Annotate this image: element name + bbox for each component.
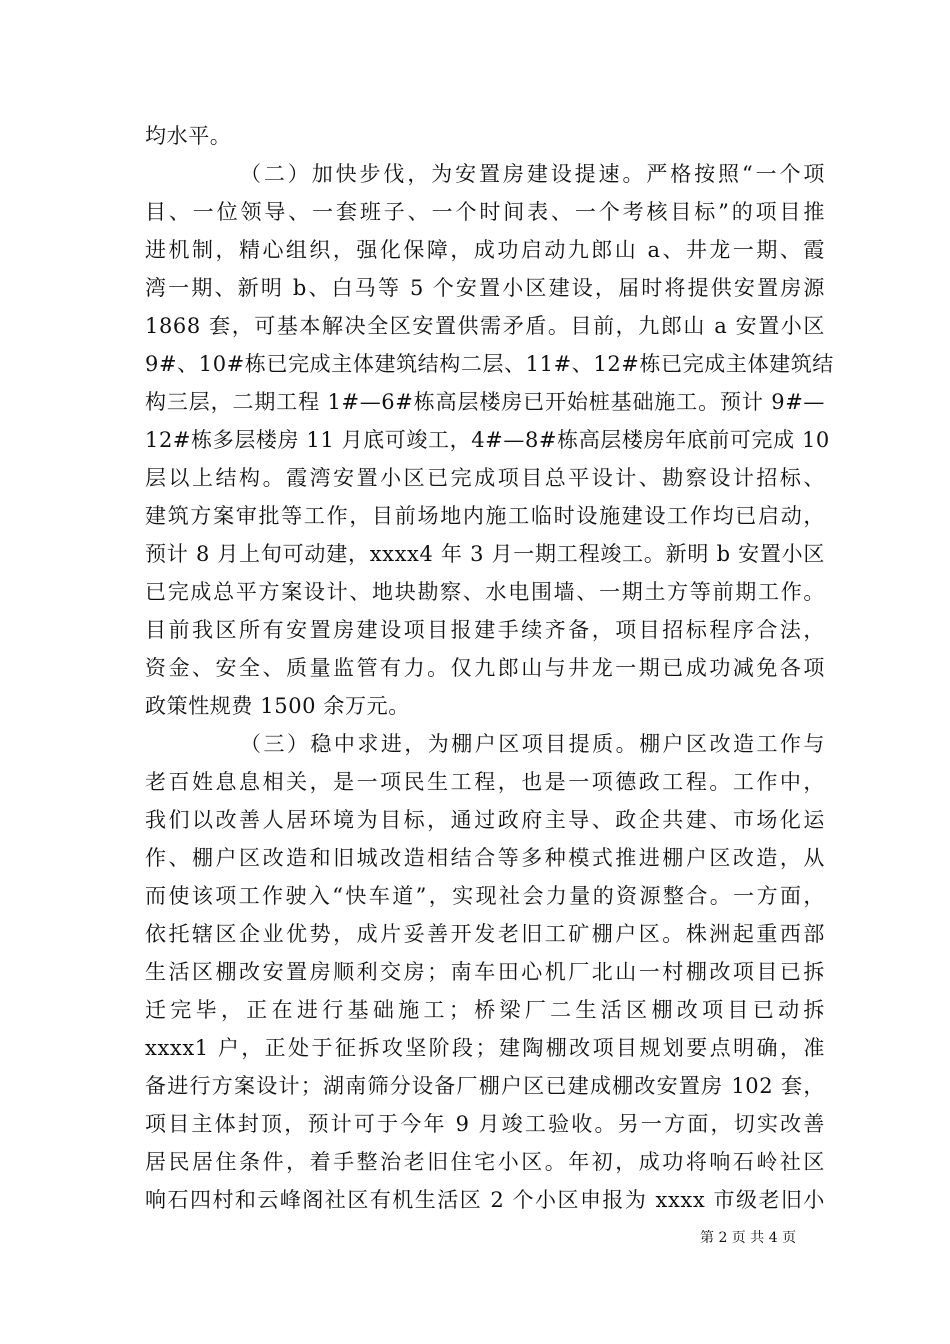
- text-line: 响石四村和云峰阁社区有机生活区 2 个小区申报为 xxxx 市级老旧小: [145, 1188, 825, 1212]
- text-line: xxxx1 户，正处于征拆攻坚阶段；建陶棚改项目规划要点明确，准: [145, 1036, 825, 1060]
- text-line: 居民居住条件，着手整治老旧住宅小区。年初，成功将响石岭社区: [145, 1150, 825, 1174]
- text-line: 1868 套，可基本解决全区安置供需矛盾。目前，九郎山 a 安置小区: [145, 314, 825, 338]
- text-line: 迁完毕，正在进行基础施工；桥梁厂二生活区棚改项目已动拆: [145, 998, 825, 1022]
- page-number-footer: 第 2 页 共 4 页: [700, 1230, 797, 1246]
- text-line: 作、棚户区改造和旧城改造相结合等多种模式推进棚户区改造，从: [145, 846, 825, 870]
- text-line: 进机制，精心组织，强化保障，成功启动九郎山 a、井龙一期、霞: [145, 238, 825, 262]
- text-line: 湾一期、新明 b、白马等 5 个安置小区建设，届时将提供安置房源: [145, 276, 825, 300]
- text-line: 资金、安全、质量监管有力。仅九郎山与井龙一期已成功减免各项: [145, 656, 825, 680]
- text-line: 而使该项工作驶入“快车道”，实现社会力量的资源整合。一方面，: [145, 884, 825, 908]
- text-line: 依托辖区企业优势，成片妥善开发老旧工矿棚户区。株洲起重西部: [145, 922, 825, 946]
- section-heading-line: （三）稳中求进，为棚户区项目提质。棚户区改造工作与: [240, 732, 825, 756]
- text-line: 预计 8 月上旬可动建，xxxx4 年 3 月一期工程竣工。新明 b 安置小区: [145, 542, 825, 566]
- section-heading-line: （二）加快步伐，为安置房建设提速。严格按照“一个项: [240, 162, 825, 186]
- text-line: 目前我区所有安置房建设项目报建手续齐备，项目招标程序合法，: [145, 618, 825, 642]
- text-line: 构三层，二期工程 1#—6#栋高层楼房已开始桩基础施工。预计 9#—: [145, 390, 825, 414]
- text-line: 老百姓息息相关，是一项民生工程，也是一项德政工程。工作中，: [145, 770, 825, 794]
- text-line: 已完成总平方案设计、地块勘察、水电围墙、一期土方等前期工作。: [145, 580, 825, 604]
- text-line: 层以上结构。霞湾安置小区已完成项目总平设计、勘察设计招标、: [145, 466, 825, 490]
- text-line: 建筑方案审批等工作，目前场地内施工临时设施建设工作均已启动，: [145, 504, 825, 528]
- text-line: 9#、10#栋已完成主体建筑结构二层、11#、12#栋已完成主体建筑结: [145, 352, 834, 376]
- text-line: 政策性规费 1500 余万元。: [145, 694, 410, 718]
- text-line: 目、一位领导、一套班子、一个时间表、一个考核目标”的项目推: [145, 200, 825, 224]
- text-line: 生活区棚改安置房顺利交房；南车田心机厂北山一村棚改项目已拆: [145, 960, 825, 984]
- text-line: 项目主体封顶，预计可于今年 9 月竣工验收。另一方面，切实改善: [145, 1112, 825, 1136]
- text-line: 12#栋多层楼房 11 月底可竣工，4#—8#栋高层楼房年底前可完成 10: [145, 428, 830, 452]
- text-line: 均水平。: [145, 124, 232, 148]
- text-line: 备进行方案设计；湖南筛分设备厂棚户区已建成棚改安置房 102 套，: [145, 1074, 825, 1098]
- text-line: 我们以改善人居环境为目标，通过政府主导、政企共建、市场化运: [145, 808, 825, 832]
